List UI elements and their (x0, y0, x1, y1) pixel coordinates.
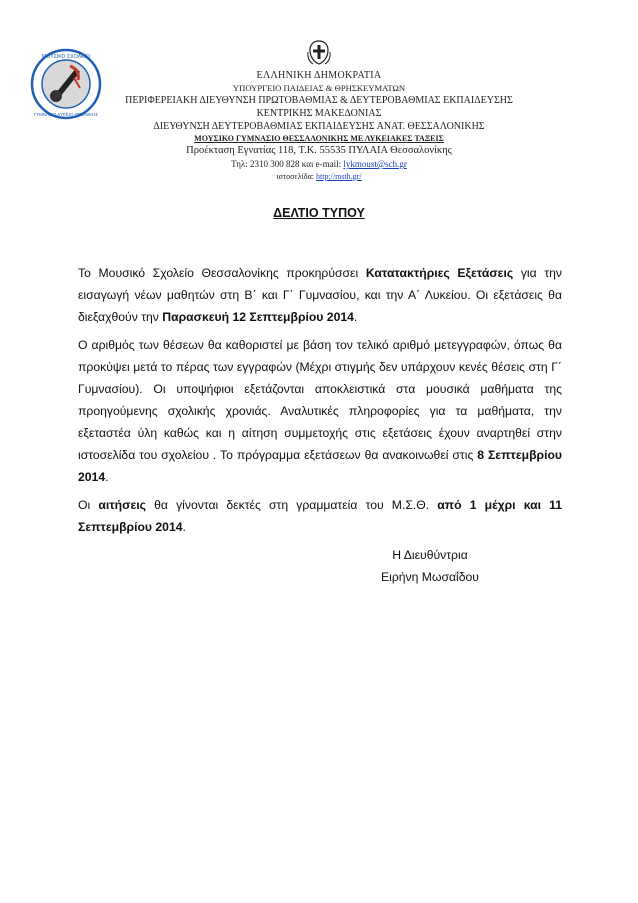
p1-text-3: . (353, 310, 358, 324)
p3-bold-applications: αιτήσεις (98, 498, 146, 512)
header-directorate: ΔΙΕΥΘΥΝΣΗ ΔΕΥΤΕΡΟΒΑΘΜΙΑΣ ΕΚΠΑΙΔΕΥΣΗΣ ΑΝΑΤ. ΘΕΣΣΑΛΟΝΙΚΗΣ (153, 121, 485, 132)
header-ministry: ΥΠΟΥΡΓΕΙΟ ΠΑΙΔΕΙΑΣ & ΘΡΗΣΚΕΥΜΑΤΩΝ (232, 83, 406, 93)
phone-text: Τηλ: 2310 300 828 και e-mail: (231, 159, 344, 169)
header-address: Προέκταση Εγνατίας 118, Τ.Κ. 55535 ΠΥΛΑΙΑ Θεσσαλονίκης (186, 145, 452, 156)
p3-text-1: Οι (78, 498, 99, 512)
letterhead (60, 70, 578, 183)
header-contact (60, 158, 578, 171)
logo-text-bottom: ΓΥΜΝΑΣΙΟ ΛΥΚΕΙΟ ΘΕΣ/ΝΙΚΗΣ (33, 112, 99, 117)
email-link[interactable]: lykmoust@sch.gr (343, 159, 407, 169)
p3-text-2: θα γίνονται δεκτές στη γραμματεία του Μ.Σ.Θ. (145, 498, 438, 512)
website-label: ιστοσελίδα: (276, 172, 316, 181)
p1-bold-date: Παρασκευή 12 Σεπτεμβρίου 2014 (162, 310, 354, 324)
p1-text-2: για την εισαγωγή νέων μαθητών στη Β΄ και Γ΄ Γυμνασίου, και την Α΄ Λυκείου. Οι εξετάσεις θα διεξαχθούν την (78, 266, 563, 324)
signature-role: Η Διευθύντρια (392, 548, 468, 562)
signature-name: Ειρήνη Μωσαΐδου (381, 570, 479, 584)
press-release-body (78, 262, 562, 544)
p2-text-1: Ο αριθμός των θέσεων θα καθοριστεί με βάση τον τελικό αριθμό μετεγγραφών, όπως θα προκύψει μετά το πέρας των εγγραφών (Μέχρι στιγμής δεν υπάρχουν κενές θέσεις στη Γ΄ Γυμνασίου). Οι υποψήφιοι εξετάζονται αποκλειστικά στα μουσικά μαθήματα της προηγούμενης σχολικής χρονιάς. Αναλυτικές πληροφορίες για τα μαθήματα, την εξεταστέα ύλη καθώς και η αίτηση συμμετοχής στις εξετάσεις έχουν αναρτηθεί στην ιστοσελίδα του σχολείου . Το πρόγραμμα εξετάσεων θα ανακοινωθεί στις (78, 338, 562, 462)
signature-block (330, 544, 530, 588)
paragraph-applications (78, 494, 562, 538)
logo-text-top: ΜΟΥΣΙΚΟ ΣΧΟΛΕΙΟ (41, 54, 91, 60)
header-school-name: ΜΟΥΣΙΚΟ ΓΥΜΝΑΣΙΟ ΘΕΣΣΑΛΟΝΙΚΗΣ ΜΕ ΛΥΚΕΙΑΚΕΣ ΤΑΞΕΙΣ (194, 134, 444, 143)
paragraph-announcement (78, 262, 562, 328)
paragraph-details (78, 334, 562, 488)
header-regional-directorate: ΠΕΡΙΦΕΡΕΙΑΚΗ ΔΙΕΥΘΥΝΣΗ ΠΡΩΤΟΒΑΘΜΙΑΣ & ΔΕΥΤΕΡΟΒΑΘΜΙΑΣ ΕΚΠΑΙΔΕΥΣΗΣ (125, 95, 513, 106)
p1-bold-exams: Κατατακτήριες Εξετάσεις (365, 266, 514, 280)
greek-state-crest-icon (306, 38, 332, 66)
website-link[interactable]: http://msth.gr/ (316, 172, 362, 181)
p3-text-3: . (182, 520, 186, 534)
header-region: ΚΕΝΤΡΙΚΗΣ ΜΑΚΕΔΟΝΙΑΣ (256, 108, 382, 119)
p3-bold-dates: από 1 μέχρι και 11 Σεπτεμβρίου 2014 (78, 498, 563, 534)
p2-bold-date: 8 Σεπτεμβρίου 2014 (78, 448, 562, 484)
page-title: ΔΕΛΤΙΟ ΤΥΠΟΥ (273, 206, 365, 220)
p2-text-2: . (105, 470, 109, 484)
p1-text-1: Το Μουσικό Σχολείο Θεσσαλονίκης προκηρύσσει (78, 266, 366, 280)
header-country: ΕΛΛΗΝΙΚΗ ΔΗΜΟΚΡΑΤΙΑ (256, 70, 382, 81)
header-website (60, 171, 578, 183)
